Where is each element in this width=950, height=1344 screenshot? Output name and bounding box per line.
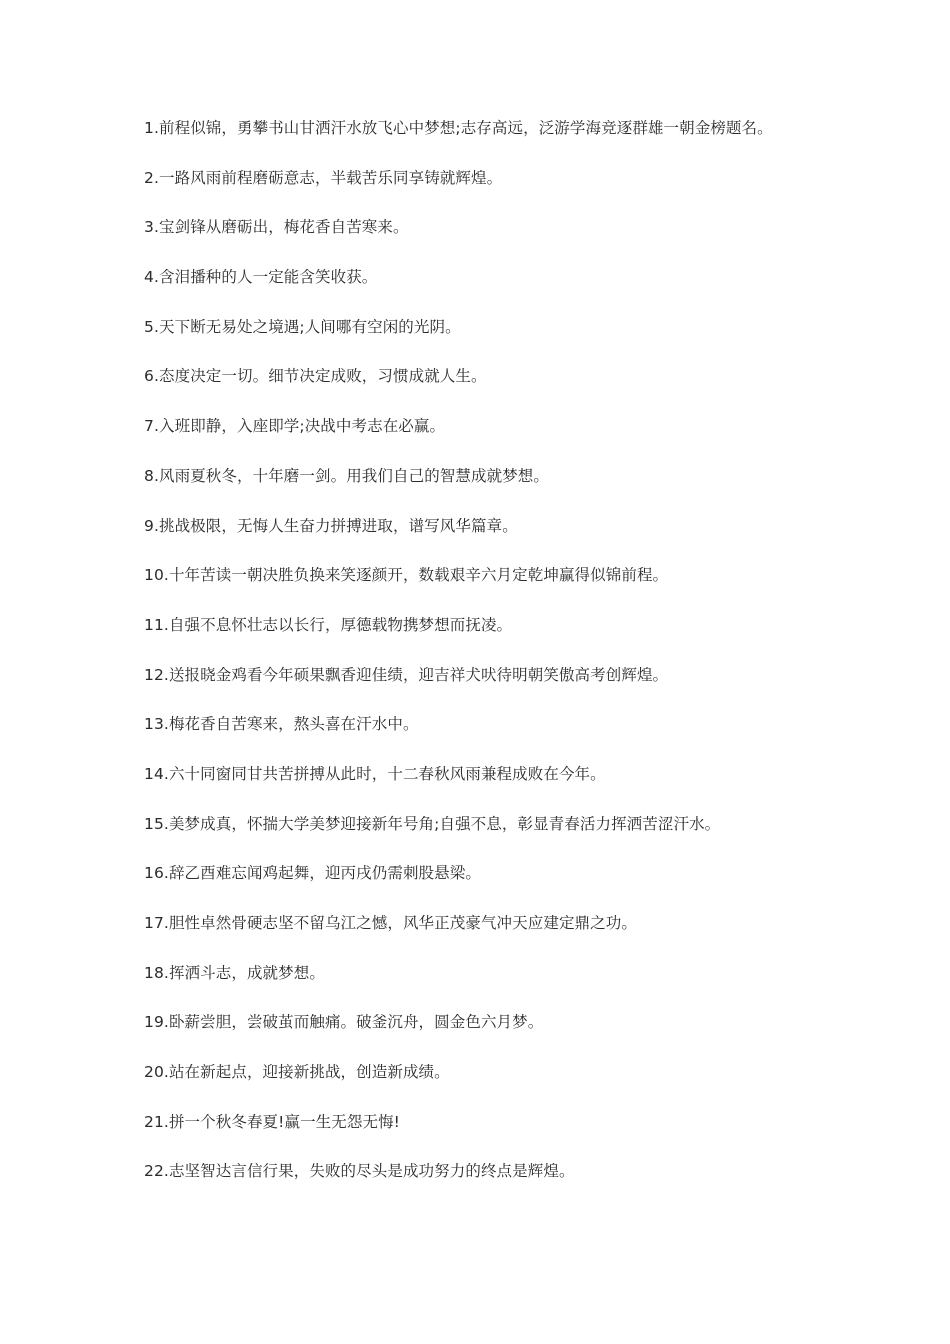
list-item: 7.入班即静，入座即学;决战中考志在必赢。: [144, 417, 446, 436]
list-item: 6.态度决定一切。细节决定成败，习惯成就人生。: [144, 367, 487, 386]
list-item: 8.风雨夏秋冬，十年磨一剑。用我们自己的智慧成就梦想。: [144, 466, 549, 485]
list-item: 9.挑战极限，无悔人生奋力拼搏进取，谱写风华篇章。: [144, 516, 518, 535]
list-item: 13.梅花香自苦寒来，熬头喜在汗水中。: [144, 715, 419, 734]
list-item: 20.站在新起点，迎接新挑战，创造新成绩。: [144, 1063, 450, 1082]
list-item: 21.拼一个秋冬春夏!赢一生无怨无悔!: [144, 1112, 400, 1131]
list-item: 1.前程似锦，勇攀书山甘洒汗水放飞心中梦想;志存高远，泛游学海竞逐群雄一朝金榜题名。: [144, 119, 773, 137]
list-item: 15.美梦成真，怀揣大学美梦迎接新年号角;自强不息，彰显青春活力挥洒苦涩汗水。: [144, 814, 721, 833]
slogan-list: [144, 115, 934, 1208]
list-item: 3.宝剑锋从磨砺出，梅花香自苦寒来。: [144, 218, 409, 237]
list-item: 14.六十同窗同甘共苦拼搏从此时，十二春秋风雨兼程成败在今年。: [144, 764, 606, 783]
list-item: 5.天下断无易处之境遇;人间哪有空闲的光阴。: [144, 317, 461, 336]
list-item: 4.含泪播种的人一定能含笑收获。: [144, 268, 378, 287]
list-item: 11.自强不息怀壮志以长行，厚德载物携梦想而抚凌。: [144, 615, 513, 634]
list-item: 2.一路风雨前程磨砺意志，半载苦乐同享铸就辉煌。: [144, 168, 503, 187]
list-item: 12.送报晓金鸡看今年硕果飘香迎佳绩，迎吉祥犬吠待明朝笑傲高考创辉煌。: [144, 665, 669, 684]
list-item: 18.挥洒斗志，成就梦想。: [144, 963, 325, 982]
list-item: 10.十年苦读一朝决胜负换来笑逐颜开，数载艰辛六月定乾坤赢得似锦前程。: [144, 566, 669, 585]
list-item: 19.卧薪尝胆，尝破茧而触痛。破釜沉舟，圆金色六月梦。: [144, 1013, 544, 1032]
list-item: 22.志坚智达言信行果，失败的尽头是成功努力的终点是辉煌。: [144, 1162, 575, 1181]
list-item: 17.胆性卓然骨硬志坚不留乌江之憾，风华正茂豪气冲天应建定鼎之功。: [144, 914, 637, 932]
list-item: 16.辞乙酉难忘闻鸡起舞，迎丙戌仍需刺股悬梁。: [144, 864, 481, 883]
